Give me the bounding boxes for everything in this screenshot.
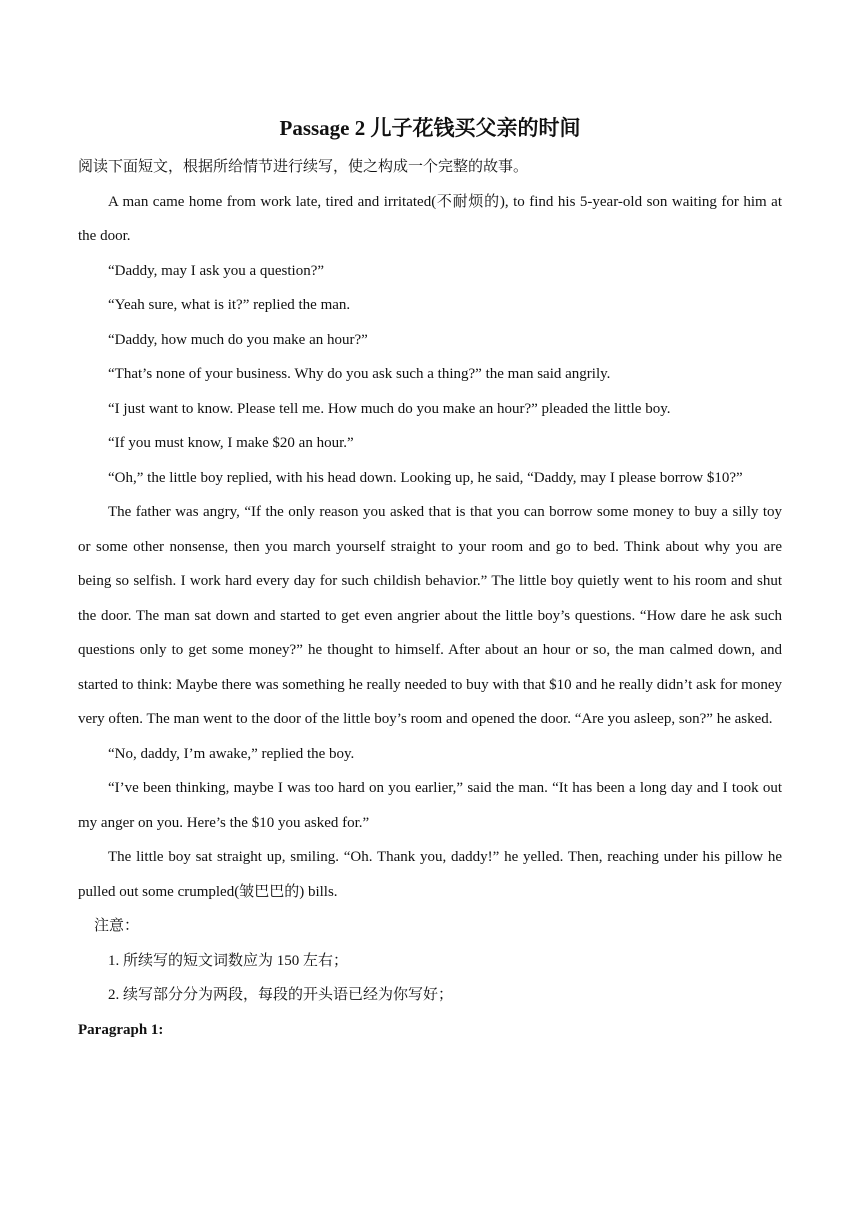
notes-heading: 注意： [94, 918, 140, 934]
story-paragraph: “Daddy, may I ask you a question?” [108, 262, 325, 279]
story-paragraph: “No, daddy, I’m awake,” replied the boy. [108, 745, 355, 762]
paragraph-label: Paragraph 1: [78, 1021, 164, 1038]
note-item: 2. 续写部分分为两段，每段的开头语已经为你写好； [108, 987, 454, 1003]
story-paragraph: “Oh,” the little boy replied, with his head down. Looking up, he said, “Daddy, may I please borrow $10?” [108, 469, 743, 486]
passage-body [78, 150, 782, 1047]
story-paragraph: “That’s none of your business. Why do you ask such a thing?” the man said angrily. [108, 366, 611, 382]
story-paragraph: “If you must know, I make $20 an hour.” [108, 435, 354, 451]
instruction-text: 阅读下面短文，根据所给情节进行续写，使之构成一个完整的故事。 [78, 159, 529, 175]
story-paragraph: “Daddy, how much do you make an hour?” [108, 331, 368, 348]
passage-title: Passage 2 儿子花钱买父亲的时间 [279, 116, 581, 140]
story-paragraph: “Yeah sure, what is it?” replied the man. [108, 297, 351, 313]
story-paragraph: “I’ve been thinking, maybe I was too hard on you earlier,” said the man. “It has been a long day and I took out my anger on you. Here’s the $10 you asked for.” [78, 780, 782, 831]
story-paragraph: The father was angry, “If the only reason you asked that is that you can borrow some money to buy a silly toy or some other nonsense, then you march yourself straight to your room and go to bed. Think about why you are being so selfish. I work hard every day for such childish behavior.” The little boy quietly went to his room and shut the door. The man sat down and started to get even angrier about the little boy’s questions. “How dare he ask such questions only to get some money?” he thought to himself. After about an hour or so, the man calmed down, and started to think: Maybe there was something he really needed to buy with that $10 and he really didn’t ask for money very often. The man went to the door of the little boy’s room and opened the door. “Are you asleep, son?” he asked. [78, 504, 782, 727]
story-paragraph: “I just want to know. Please tell me. How much do you make an hour?” pleaded the little boy. [108, 400, 671, 417]
story-paragraph: The little boy sat straight up, smiling. “Oh. Thank you, daddy!” he yelled. Then, reaching under his pillow he pulled out some crumpled(皱巴巴的) bills. [78, 849, 782, 900]
note-item: 1. 所续写的短文词数应为 150 左右； [108, 952, 349, 969]
story-paragraph: A man came home from work late, tired and irritated(不耐烦的), to find his 5-year-old son waiting for him at the door. [78, 193, 782, 244]
